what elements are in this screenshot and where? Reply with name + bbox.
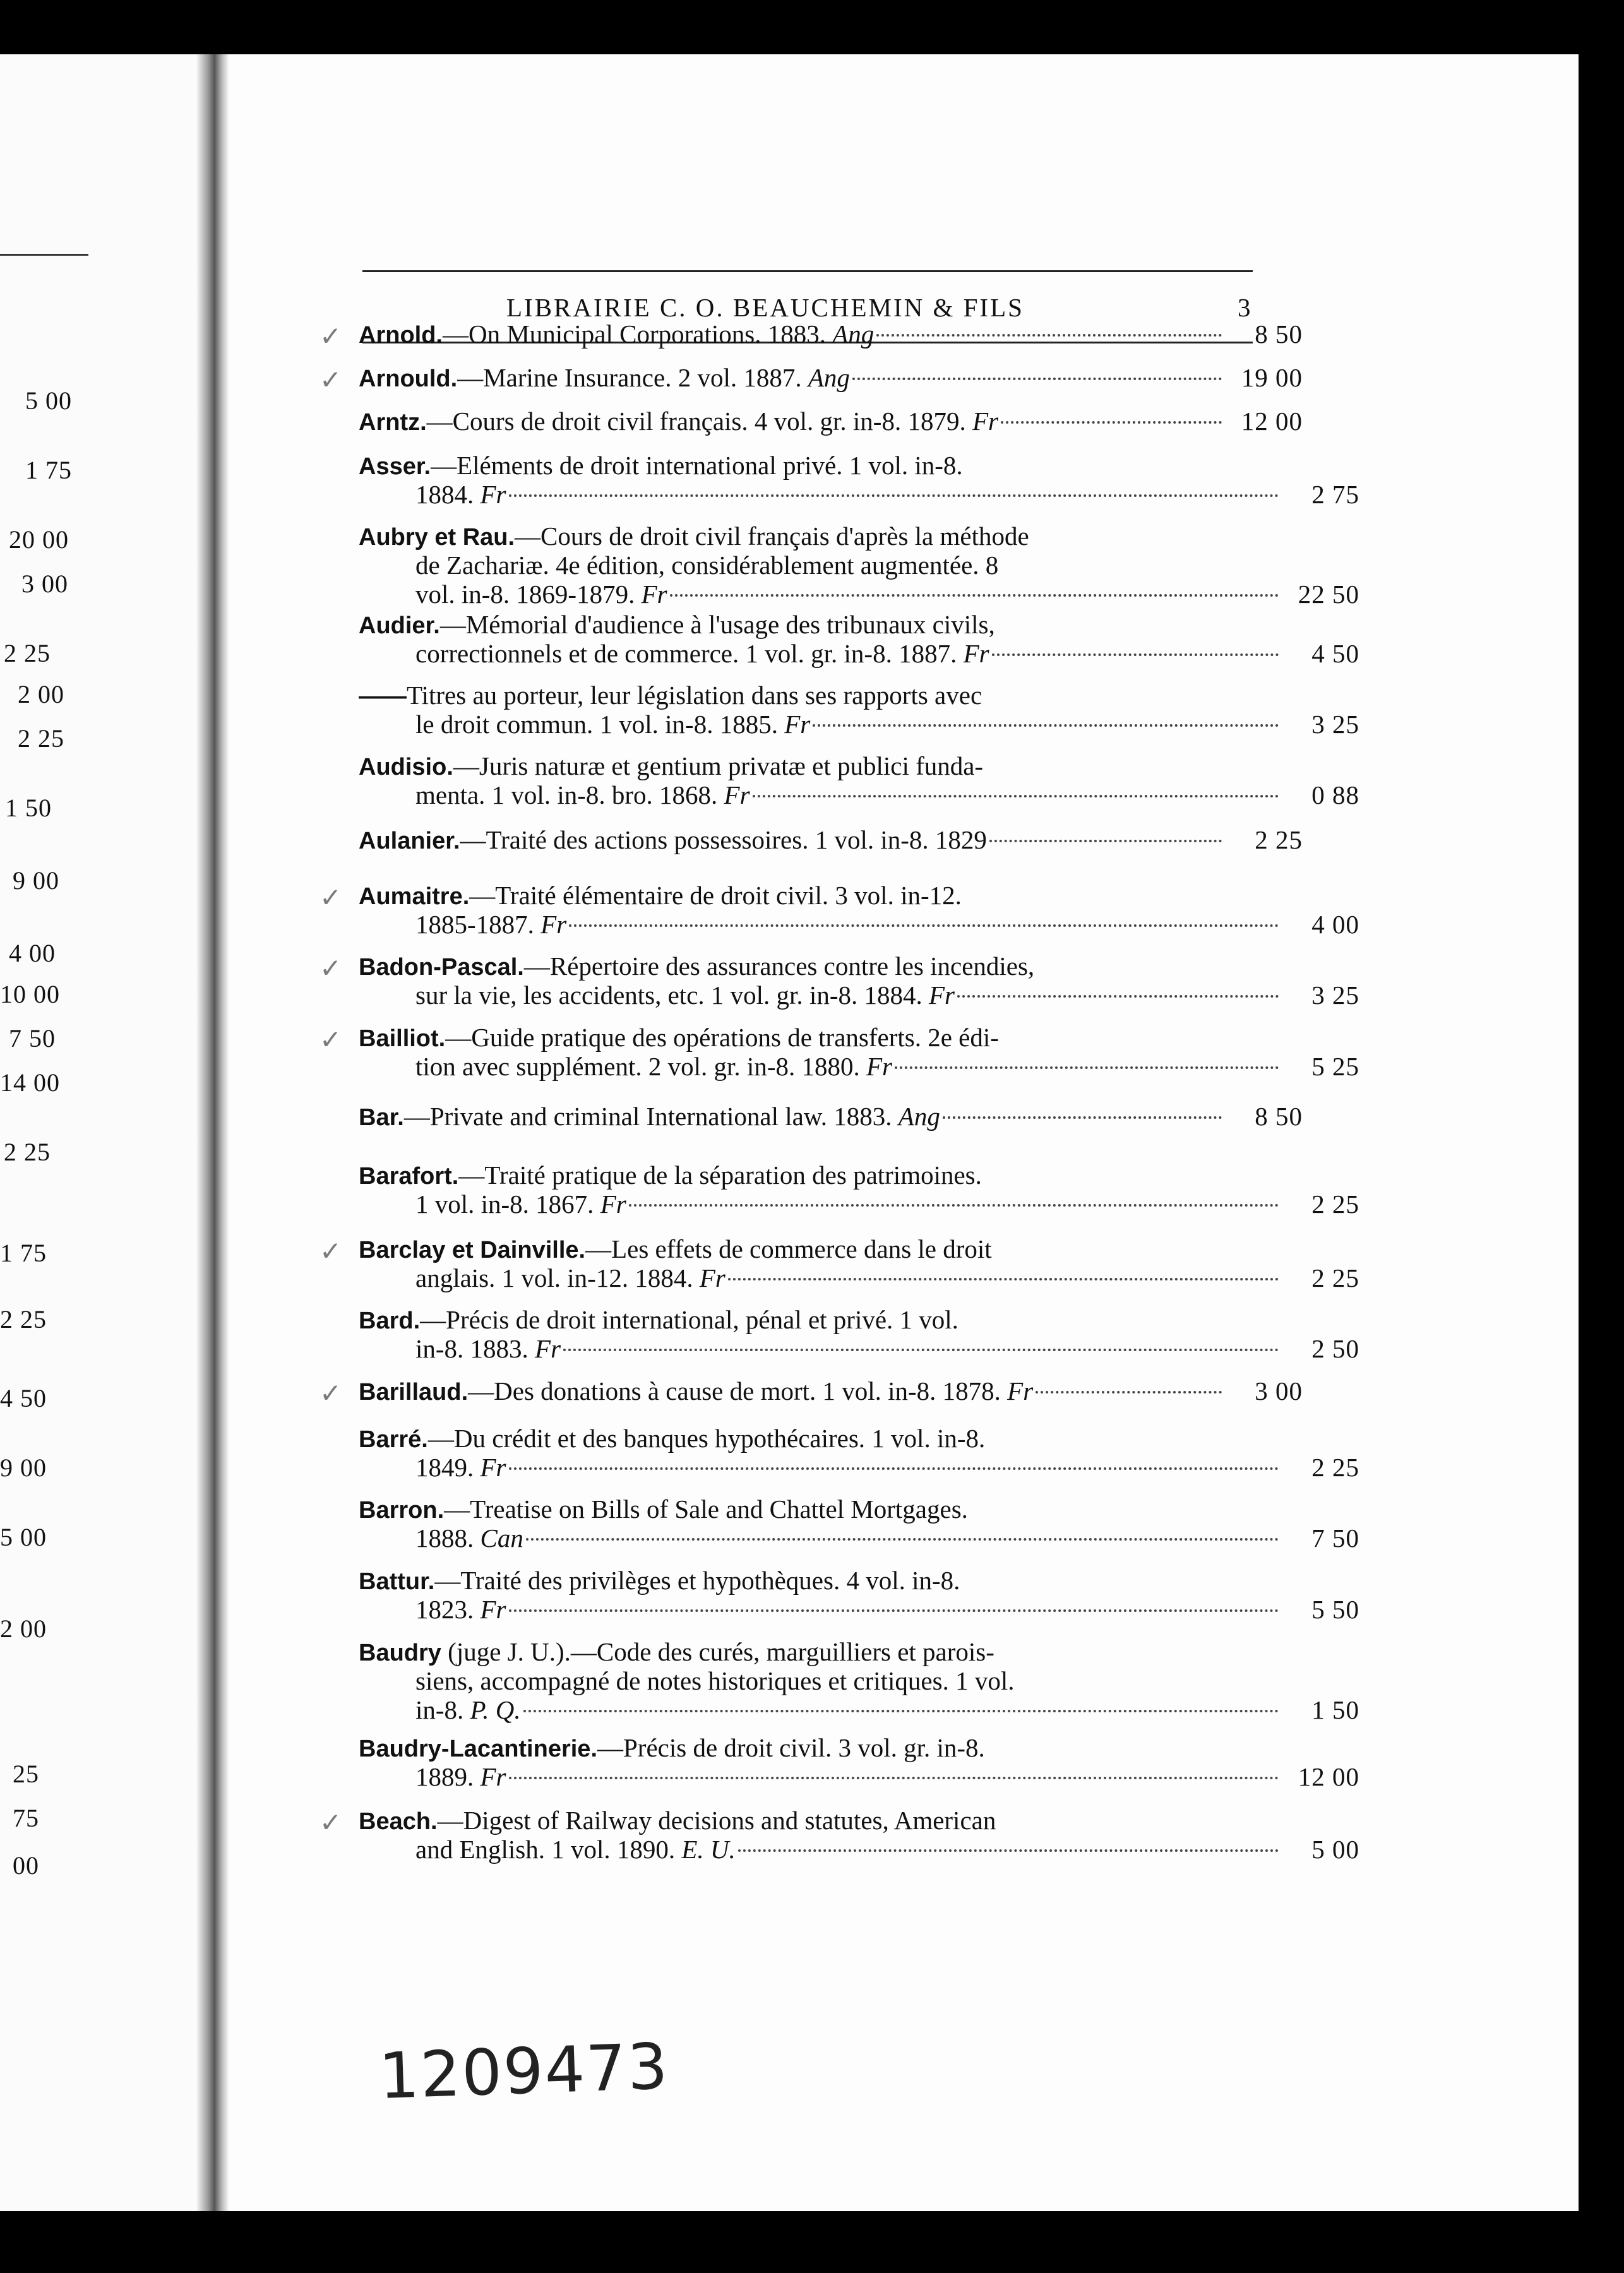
entry-line <box>359 1566 1271 1595</box>
dot-leader <box>563 1349 1279 1351</box>
entry-line <box>359 1733 1271 1762</box>
entry-line <box>359 910 1359 939</box>
dot-leader <box>569 924 1279 927</box>
left-page-price: 75 <box>13 1804 39 1832</box>
entry-language: Fr <box>866 1052 892 1081</box>
entry-line <box>359 1595 1359 1624</box>
entry-text: Titres au porteur, leur législation dans ses rapports avec <box>407 681 982 710</box>
entry-author: Badon-Pascal. <box>359 954 524 981</box>
left-page-rule <box>0 254 88 256</box>
entry-line <box>359 1453 1359 1482</box>
dot-leader <box>753 795 1279 797</box>
entry-text: and English. 1 vol. 1890. <box>415 1835 682 1864</box>
catalog-page <box>229 54 1579 2211</box>
left-page-price: 2 25 <box>4 1138 51 1166</box>
catalog-entry <box>319 1023 1359 1081</box>
catalog-entry <box>319 952 1359 1010</box>
entry-price: 3 00 <box>1255 1376 1303 1405</box>
entry-price: 12 00 <box>1298 1762 1359 1791</box>
entry-language: Fr <box>928 981 955 1010</box>
entry-language: Fr <box>480 1595 506 1624</box>
entry-price: 8 50 <box>1255 319 1303 349</box>
entry-line <box>359 1806 1271 1835</box>
entry-text: menta. 1 vol. in-8. bro. 1868. <box>415 780 724 809</box>
entry-language: Fr <box>699 1263 725 1292</box>
catalog-entry <box>319 1376 1303 1409</box>
entry-price: 2 50 <box>1311 1334 1359 1363</box>
dot-leader <box>523 1710 1279 1712</box>
dot-leader <box>509 494 1279 497</box>
entry-line <box>359 1190 1359 1219</box>
left-page-price: 9 00 <box>0 1453 47 1482</box>
entry-price: 3 25 <box>1311 710 1359 739</box>
entry-line <box>359 522 1271 551</box>
entry-price: 2 25 <box>1311 1453 1359 1482</box>
catalog-entry <box>319 1806 1359 1864</box>
left-page-price: 10 00 <box>0 980 60 1008</box>
entry-text: correctionnels et de commerce. 1 vol. gr. in-8. 1887. <box>415 639 964 668</box>
dot-leader <box>852 378 1222 380</box>
entry-text: 1849. <box>415 1453 481 1482</box>
entry-language: Fr <box>972 407 998 436</box>
entry-line <box>359 952 1271 981</box>
entry-price: 22 50 <box>1298 580 1359 609</box>
entry-language: Ang <box>808 363 850 392</box>
entry-price: 2 25 <box>1311 1190 1359 1219</box>
entry-line <box>359 881 1271 910</box>
check-mark-icon: ✓ <box>319 1378 342 1409</box>
entry-line <box>359 480 1359 509</box>
dot-leader <box>509 1609 1279 1612</box>
catalog-entry <box>319 1234 1359 1292</box>
catalog-entry <box>359 825 1303 854</box>
left-page-price: 4 50 <box>0 1384 47 1412</box>
left-page-price: 5 00 <box>25 386 72 415</box>
left-page-price: 25 <box>13 1760 39 1788</box>
catalog-entry <box>319 363 1303 395</box>
entry-text: —On Municipal Corporations. 1883. <box>442 319 833 349</box>
dot-leader <box>1001 421 1222 424</box>
dot-leader <box>526 1538 1279 1541</box>
entry-text: 1888. <box>415 1524 481 1553</box>
entry-language: Fr <box>963 639 989 668</box>
entry-author: —— <box>359 683 407 710</box>
entry-price: 12 00 <box>1241 407 1303 436</box>
catalog-entry <box>359 1494 1359 1553</box>
entry-author: Barillaud. <box>359 1379 469 1405</box>
dot-leader <box>738 1849 1279 1852</box>
left-page-price: 2 00 <box>18 680 64 708</box>
page-number: 3 <box>1238 293 1251 322</box>
entry-language: P. Q. <box>470 1695 521 1724</box>
handwritten-call-number: 1209473 <box>378 2029 671 2113</box>
entry-price: 5 00 <box>1311 1835 1359 1864</box>
catalog-entry <box>359 1102 1303 1131</box>
dot-leader <box>989 840 1222 842</box>
entry-line <box>359 780 1359 809</box>
left-page-price: 1 75 <box>0 1239 47 1267</box>
entry-text: sur la vie, les accidents, etc. 1 vol. gr. in-8. 1884. <box>415 981 929 1010</box>
entry-language: Fr <box>540 910 567 939</box>
entry-text: —Juris naturæ et gentium privatæ et publici funda- <box>453 751 984 780</box>
entry-text: —Du crédit et des banques hypothécaires. 1 vol. in-8. <box>427 1424 986 1453</box>
entry-line <box>359 1424 1271 1453</box>
left-page-fragment <box>0 54 224 2211</box>
entry-price: 4 50 <box>1311 639 1359 668</box>
entry-price: 0 88 <box>1311 780 1359 809</box>
dot-leader <box>728 1278 1279 1280</box>
entry-language: Ang <box>832 319 875 349</box>
entry-text: —Private and criminal International law. 1883. <box>403 1102 899 1131</box>
entry-text: —Traité pratique de la séparation des patrimoines. <box>458 1160 982 1190</box>
left-page-price: 2 25 <box>18 724 64 753</box>
entry-price: 19 00 <box>1241 363 1303 392</box>
entry-line <box>359 1376 1303 1405</box>
entry-line <box>359 751 1271 780</box>
check-mark-icon: ✓ <box>319 953 342 984</box>
entry-price: 2 75 <box>1311 480 1359 509</box>
entry-language: Fr <box>480 1762 506 1791</box>
entry-author: Barré. <box>359 1426 428 1453</box>
entry-line <box>359 639 1359 668</box>
entry-text: —Précis de droit civil. 3 vol. gr. in-8. <box>597 1733 985 1762</box>
entry-text: in-8. <box>415 1695 470 1724</box>
catalog-entry <box>359 1733 1359 1791</box>
entry-text: —Traité des actions possessoires. 1 vol. in-8. 1829 <box>460 825 987 854</box>
entry-line <box>359 1160 1271 1190</box>
left-page-price: 20 00 <box>9 525 69 554</box>
entry-language: Fr <box>480 480 506 509</box>
entry-author: Bard. <box>359 1308 421 1334</box>
left-page-price: 7 50 <box>9 1024 56 1053</box>
entry-line <box>359 1666 1271 1695</box>
dot-leader <box>509 1467 1279 1470</box>
entry-text: tion avec supplément. 2 vol. gr. in-8. 1880. <box>415 1052 866 1081</box>
catalog-entry <box>319 881 1359 939</box>
entry-text: —Répertoire des assurances contre les incendies, <box>523 952 1035 981</box>
entry-line <box>359 551 1271 580</box>
top-rule <box>362 270 1253 272</box>
dot-leader <box>813 724 1279 727</box>
entry-text: 1 vol. in-8. 1867. <box>415 1190 600 1219</box>
scan-border <box>1579 54 1624 2211</box>
entry-language: Fr <box>641 580 667 609</box>
entry-text: —Précis de droit international, pénal et privé. 1 vol. <box>420 1305 958 1334</box>
entry-text: —Guide pratique des opérations de transferts. 2e édi- <box>445 1023 999 1052</box>
entry-line <box>359 1263 1359 1292</box>
check-mark-icon: ✓ <box>319 1024 342 1055</box>
entry-author: Arntz. <box>359 409 427 436</box>
left-page-price: 14 00 <box>0 1068 60 1097</box>
entry-price: 2 25 <box>1255 825 1303 854</box>
check-mark-icon: ✓ <box>319 882 342 913</box>
catalog-entry <box>359 1305 1359 1363</box>
entry-author: Beach. <box>359 1808 438 1835</box>
entry-author: Baudry-Lacantinerie. <box>359 1736 597 1762</box>
entry-price: 4 00 <box>1311 910 1359 939</box>
entry-text: —Les effets de commerce dans le droit <box>585 1234 992 1263</box>
entry-text: de Zachariæ. 4e édition, considérablement augmentée. 8 <box>415 551 999 580</box>
dot-leader <box>957 995 1279 998</box>
entry-author: Battur. <box>359 1568 435 1595</box>
entry-line <box>359 825 1303 854</box>
entry-text: —Traité élémentaire de droit civil. 3 vol. in-12. <box>469 881 962 910</box>
entry-text: 1823. <box>415 1595 481 1624</box>
entry-text: —Traité des privilèges et hypothèques. 4 vol. in-8. <box>434 1566 960 1595</box>
left-page-price: 1 50 <box>5 794 52 822</box>
entry-text: —Eléments de droit international privé. 1 vol. in-8. <box>431 451 963 480</box>
left-page-price: 3 00 <box>21 570 68 598</box>
entry-text: —Mémorial d'audience à l'usage des tribunaux civils, <box>439 610 995 639</box>
entry-line <box>359 681 1271 710</box>
entry-line <box>359 1334 1359 1363</box>
entry-text: 1885-1887. <box>415 910 541 939</box>
entry-price: 1 50 <box>1311 1695 1359 1724</box>
entry-line <box>359 710 1359 739</box>
left-page-price: 00 <box>13 1851 39 1880</box>
dot-leader <box>943 1116 1222 1119</box>
catalog-entry <box>359 1424 1359 1482</box>
entry-author: Audisio. <box>359 754 453 780</box>
entry-line <box>359 1695 1359 1724</box>
entry-author: Asser. <box>359 453 431 480</box>
left-page-price: 2 25 <box>4 639 51 667</box>
catalog-entry <box>359 522 1359 609</box>
entry-text: —Treatise on Bills of Sale and Chattel Mortgages. <box>444 1494 968 1524</box>
entry-line <box>359 407 1303 436</box>
entry-line <box>359 1835 1359 1864</box>
check-mark-icon: ✓ <box>319 1236 342 1267</box>
entry-line <box>359 1524 1359 1553</box>
running-head: LIBRAIRIE C. O. BEAUCHEMIN & FILS <box>506 293 1024 322</box>
check-mark-icon: ✓ <box>319 1807 342 1838</box>
entry-author: Arnould. <box>359 366 458 392</box>
entry-text: vol. in-8. 1869-1879. <box>415 580 642 609</box>
entry-line <box>359 580 1359 609</box>
catalog-entry <box>319 319 1303 352</box>
entry-author: Aumaitre. <box>359 883 470 910</box>
entry-text: —Digest of Railway decisions and statutes, American <box>437 1806 996 1835</box>
entry-text: 1884. <box>415 480 481 509</box>
entry-text: —Cours de droit civil français. 4 vol. gr. in-8. 1879. <box>426 407 972 436</box>
entry-text: —Des donations à cause de mort. 1 vol. in-8. 1878. <box>468 1376 1008 1405</box>
book-gutter <box>197 54 229 2211</box>
entry-line <box>359 1102 1303 1131</box>
left-page-price: 1 75 <box>25 456 72 484</box>
entry-language: Can <box>480 1524 523 1553</box>
entry-language: Fr <box>724 780 750 809</box>
entry-author: Aubry et Rau. <box>359 524 515 551</box>
entry-price: 5 50 <box>1311 1595 1359 1624</box>
left-page-price: 9 00 <box>13 866 59 895</box>
catalog-entry <box>359 1160 1359 1219</box>
entry-language: Fr <box>1007 1376 1034 1405</box>
dot-leader <box>895 1066 1279 1069</box>
entry-line <box>359 1234 1271 1263</box>
entry-text: anglais. 1 vol. in-12. 1884. <box>415 1263 700 1292</box>
entry-author: Aulanier. <box>359 828 460 854</box>
dot-leader <box>876 334 1222 337</box>
check-mark-icon: ✓ <box>319 321 342 352</box>
dot-leader <box>992 653 1279 656</box>
entry-author: Baudry <box>359 1640 441 1666</box>
dot-leader <box>629 1204 1279 1207</box>
entry-line <box>359 1023 1271 1052</box>
entry-price: 8 50 <box>1255 1102 1303 1131</box>
left-page-price: 2 25 <box>0 1305 47 1333</box>
entry-text: siens, accompagné de notes historiques et critiques. 1 vol. <box>415 1666 1015 1695</box>
entry-text: le droit commun. 1 vol. in-8. 1885. <box>415 710 785 739</box>
entry-price: 7 50 <box>1311 1524 1359 1553</box>
entry-line <box>359 451 1271 480</box>
catalog-entry <box>359 451 1359 509</box>
dot-leader <box>670 594 1279 597</box>
entry-line <box>359 1637 1271 1666</box>
entry-line <box>359 1052 1359 1081</box>
entry-author: Audier. <box>359 612 440 639</box>
entry-line <box>359 1762 1359 1791</box>
entry-line <box>359 1305 1271 1334</box>
catalog-entry <box>359 610 1359 668</box>
entry-language: Fr <box>480 1453 506 1482</box>
left-page-price: 4 00 <box>9 939 56 967</box>
entry-line <box>359 981 1359 1010</box>
entry-author: Bar. <box>359 1104 404 1131</box>
entry-price: 2 25 <box>1311 1263 1359 1292</box>
catalog-entry <box>359 1637 1359 1724</box>
dot-leader <box>509 1777 1279 1779</box>
entry-language: Ang <box>898 1102 940 1131</box>
entry-text: in-8. 1883. <box>415 1334 535 1363</box>
entry-price: 3 25 <box>1311 981 1359 1010</box>
entry-author: Bailliot. <box>359 1025 446 1052</box>
left-page-price: 5 00 <box>0 1523 47 1551</box>
entry-line <box>359 1494 1271 1524</box>
entry-author: Barclay et Dainville. <box>359 1237 586 1263</box>
catalog-entry <box>359 751 1359 809</box>
entry-text: —Cours de droit civil français d'après la méthode <box>515 522 1029 551</box>
entry-language: Fr <box>535 1334 561 1363</box>
entry-line <box>359 363 1303 392</box>
entry-line <box>359 610 1271 639</box>
entry-language: E. U. <box>681 1835 736 1864</box>
catalog-entry <box>359 681 1359 739</box>
entry-author: Arnold. <box>359 322 443 349</box>
catalog-entry <box>359 407 1303 436</box>
entry-author: Barron. <box>359 1497 445 1524</box>
entry-line <box>359 319 1303 349</box>
entry-author: Barafort. <box>359 1163 459 1190</box>
check-mark-icon: ✓ <box>319 364 342 395</box>
left-page-price: 2 00 <box>0 1614 47 1643</box>
entry-language: Fr <box>784 710 811 739</box>
entry-price: 5 25 <box>1311 1052 1359 1081</box>
catalog-entry <box>359 1566 1359 1624</box>
entry-text: —Marine Insurance. 2 vol. 1887. <box>457 363 808 392</box>
entry-text: (juge J. U.).—Code des curés, marguilliers et parois- <box>441 1637 994 1666</box>
dot-leader <box>1036 1391 1222 1393</box>
entry-text: 1889. <box>415 1762 481 1791</box>
entry-language: Fr <box>600 1190 626 1219</box>
